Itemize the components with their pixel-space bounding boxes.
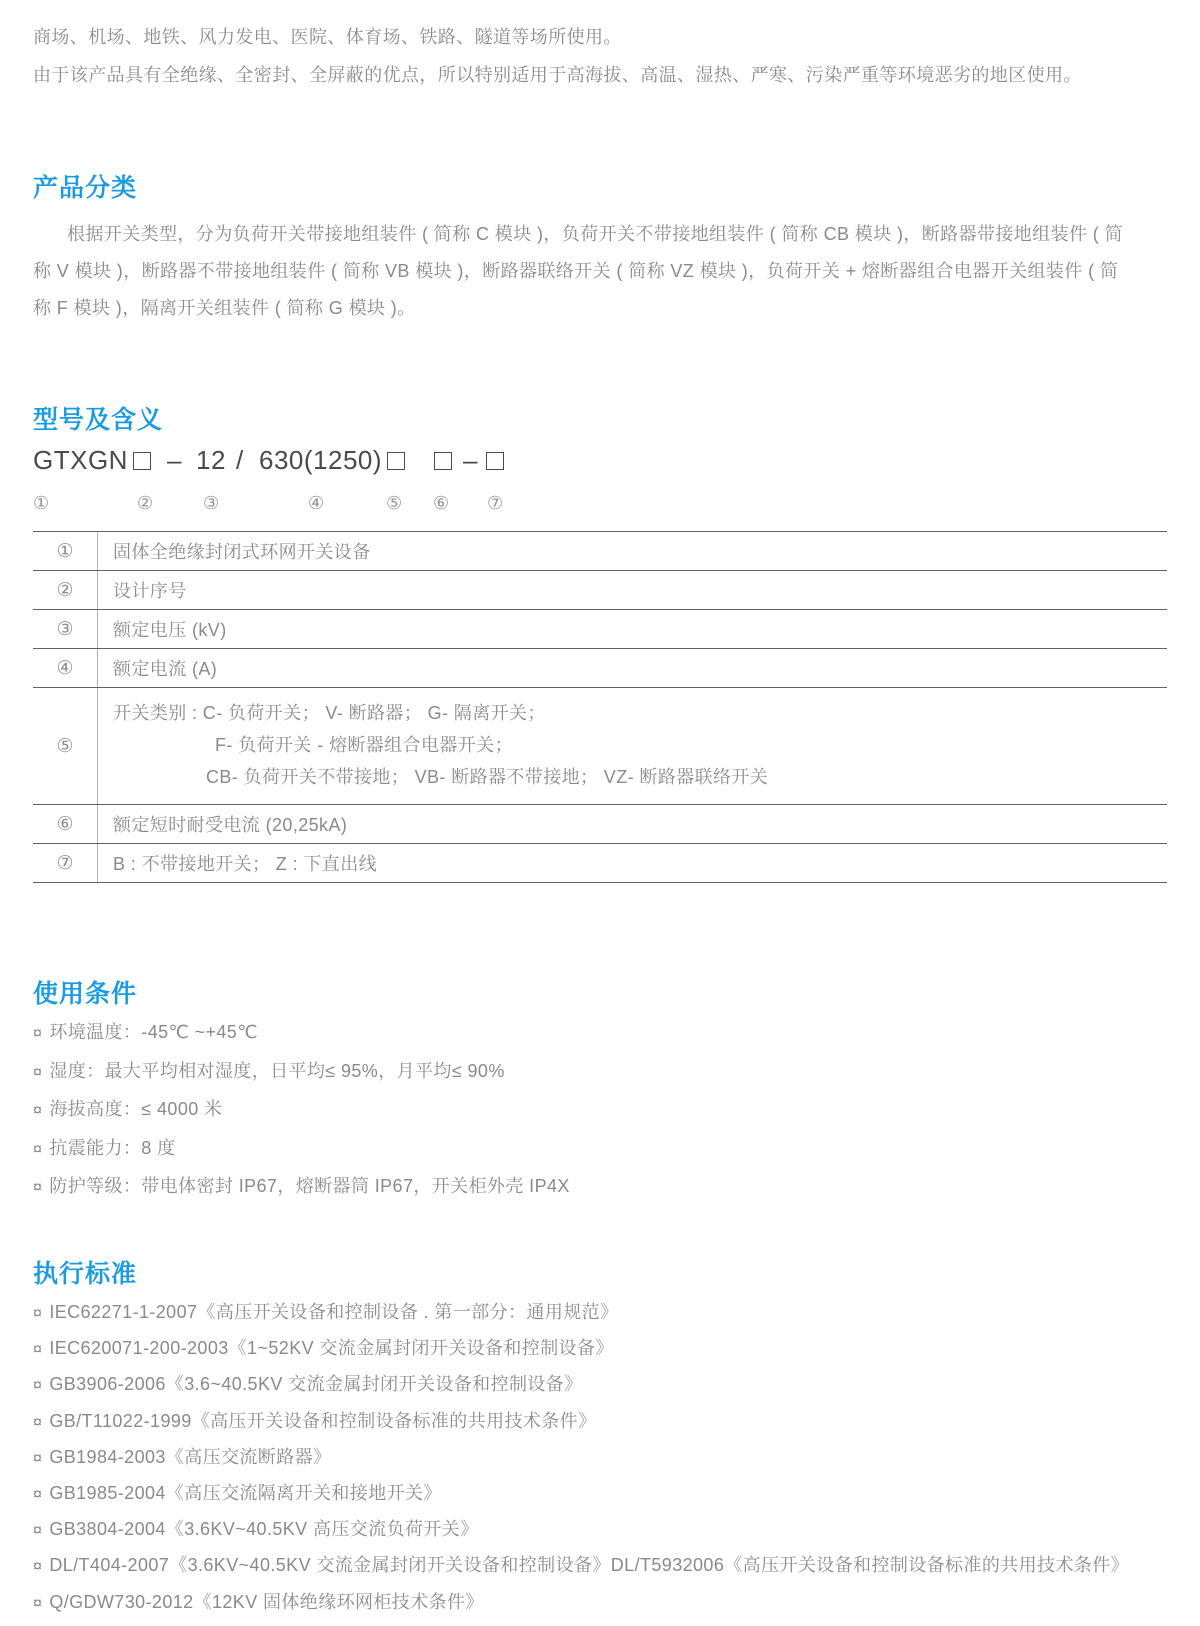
- circle-4: ④: [308, 493, 325, 513]
- model-prefix: GTXGN: [33, 445, 128, 475]
- bullet-icon: ¤: [33, 1140, 43, 1158]
- bullet-icon: ¤: [33, 1413, 43, 1431]
- section-title-model-meaning: 型号及含义: [33, 406, 164, 434]
- circle-3: ③: [203, 493, 220, 513]
- bullet-icon: ¤: [33, 1341, 43, 1359]
- row-number: ②: [33, 571, 98, 609]
- row-description: 额定电流 (A): [113, 659, 218, 679]
- bullet-icon: ¤: [33, 1377, 43, 1395]
- bullet-icon: ¤: [33, 1522, 43, 1540]
- row-number: ⑦: [33, 844, 98, 882]
- model-dash-1: –: [167, 445, 182, 475]
- bullet-icon: ¤: [33, 1025, 43, 1042]
- model-circle-indices: [33, 493, 733, 517]
- bullet-icon: ¤: [33, 1594, 43, 1612]
- model-design-number: 12: [196, 445, 226, 475]
- circle-2: ②: [137, 493, 154, 513]
- usage-condition-item: [33, 1091, 570, 1130]
- table-row: [33, 610, 1167, 649]
- switch-type-line: F- 负荷开关 - 熔断器组合电器开关；: [215, 735, 513, 755]
- bullet-icon: ¤: [33, 1102, 43, 1119]
- model-placeholder-box-1: [133, 452, 151, 470]
- standard-item: [33, 1367, 1129, 1403]
- model-placeholder-box-3: [434, 452, 452, 470]
- circle-6: ⑥: [433, 493, 450, 513]
- usage-conditions-list: [33, 1014, 570, 1207]
- standard-item: [33, 1548, 1129, 1584]
- standard-item: [33, 1404, 1129, 1440]
- bullet-icon: ¤: [33, 1449, 43, 1467]
- standard-text: GB1985-2004《高压交流隔离开关和接地开关》: [49, 1483, 442, 1504]
- section-title-usage-conditions: 使用条件: [33, 980, 138, 1008]
- row-number: ③: [33, 610, 98, 648]
- model-dash-2: –: [463, 445, 478, 475]
- row-description: 固体全绝缘封闭式环网开关设备: [113, 542, 371, 562]
- section-title-product-classification: 产品分类: [33, 174, 138, 202]
- product-classification-paragraph: [33, 216, 1123, 327]
- standard-text: IEC620071-200-2003《1~52KV 交流金属封闭开关设备和控制设备》: [49, 1338, 614, 1359]
- row-description-multiline: [98, 688, 1167, 804]
- row-description: B : 不带接地开关； Z : 下直出线: [113, 854, 378, 874]
- row-description: 设计序号: [113, 581, 187, 601]
- model-meaning-table: [33, 531, 1167, 883]
- table-row: [33, 649, 1167, 688]
- bullet-icon: ¤: [33, 1179, 43, 1196]
- standards-list: [33, 1295, 1129, 1621]
- standard-text: GB3804-2004《3.6KV~40.5KV 高压交流负荷开关》: [49, 1519, 479, 1540]
- usage-condition-text: 抗震能力：8 度: [49, 1137, 176, 1158]
- classification-line: 称 V 模块 )，断路器不带接地组装件 ( 简称 VB 模块 )，断路器联络开关 ( 简称 VZ 模块 )，负荷开关 + 熔断器组合电器开关组装件 ( 简: [33, 261, 1119, 281]
- circle-5: ⑤: [386, 493, 403, 513]
- standard-text: GB3906-2006《3.6~40.5KV 交流金属封闭开关设备和控制设备》: [49, 1374, 583, 1395]
- model-placeholder-box-4: [486, 452, 504, 470]
- row-number: ④: [33, 649, 98, 687]
- usage-condition-text: 环境温度：-45℃ ~+45℃: [49, 1022, 258, 1042]
- standard-item: [33, 1476, 1129, 1512]
- classification-line: 根据开关类型，分为负荷开关带接地组装件 ( 简称 C 模块 )，负荷开关不带接地组装件 ( 简称 CB 模块 )，断路器带接地组装件 ( 简: [67, 224, 1123, 244]
- section-title-standards: 执行标准: [33, 1260, 138, 1288]
- standard-item: [33, 1585, 1129, 1621]
- classification-line: 称 F 模块 )，隔离开关组装件 ( 简称 G 模块 )。: [33, 298, 416, 318]
- table-row: [33, 532, 1167, 571]
- usage-condition-text: 防护等级：带电体密封 IP67，熔断器筒 IP67，开关柜外壳 IP4X: [49, 1176, 570, 1196]
- switch-type-line: 开关类别 : C- 负荷开关； V- 断路器； G- 隔离开关；: [113, 703, 546, 723]
- table-row-switch-types: [33, 688, 1167, 805]
- standard-item: [33, 1512, 1129, 1548]
- model-designation-row: [33, 445, 733, 479]
- switch-type-line: CB- 负荷开关不带接地； VB- 断路器不带接地； VZ- 断路器联络开关: [206, 767, 769, 787]
- table-row: [33, 844, 1167, 883]
- model-placeholder-box-2: [387, 452, 405, 470]
- row-number: ⑤: [33, 688, 98, 804]
- row-description: 额定电压 (kV): [113, 620, 227, 640]
- model-rated-current: 630(1250): [259, 445, 383, 475]
- model-slash: /: [236, 445, 244, 475]
- row-number: ⑥: [33, 805, 98, 843]
- usage-condition-item: [33, 1168, 570, 1207]
- intro-paragraph: [33, 18, 1082, 94]
- standard-text: DL/T404-2007《3.6KV~40.5KV 交流金属封闭开关设备和控制设备》DL/T5932006《高压开关设备和控制设备标准的共用技术条件》: [49, 1555, 1130, 1576]
- circle-1: ①: [33, 493, 50, 513]
- standard-item: [33, 1331, 1129, 1367]
- bullet-icon: ¤: [33, 1063, 43, 1081]
- row-number: ①: [33, 532, 98, 570]
- standard-text: IEC62271-1-2007《高压开关设备和控制设备 . 第一部分：通用规范》: [49, 1302, 619, 1322]
- standard-text: Q/GDW730-2012《12KV 固体绝缘环网柜技术条件》: [49, 1591, 484, 1612]
- intro-line-2: 由于该产品具有全绝缘、全密封、全屏蔽的优点，所以特别适用于高海拔、高温、湿热、严寒、污染严重等环境恶劣的地区使用。: [33, 65, 1082, 85]
- usage-condition-text: 湿度：最大平均相对湿度，日平均≤ 95%，月平均≤ 90%: [49, 1060, 505, 1081]
- table-row: [33, 805, 1167, 844]
- bullet-icon: ¤: [33, 1486, 43, 1504]
- standard-text: GB/T11022-1999《高压开关设备和控制设备标准的共用技术条件》: [49, 1410, 597, 1431]
- table-row: [33, 571, 1167, 610]
- row-description: 额定短时耐受电流 (20,25kA): [113, 815, 348, 835]
- standard-item: [33, 1440, 1129, 1476]
- usage-condition-item: [33, 1014, 570, 1053]
- bullet-icon: ¤: [33, 1305, 43, 1322]
- standard-item: [33, 1295, 1129, 1331]
- circle-7: ⑦: [487, 493, 504, 513]
- bullet-icon: ¤: [33, 1558, 43, 1576]
- usage-condition-text: 海拔高度：≤ 4000 米: [49, 1099, 223, 1119]
- standard-text: GB1984-2003《高压交流断路器》: [49, 1446, 332, 1467]
- usage-condition-item: [33, 1053, 570, 1092]
- intro-line-1: 商场、机场、地铁、风力发电、医院、体育场、铁路、隧道等场所使用。: [33, 27, 622, 47]
- usage-condition-item: [33, 1130, 570, 1169]
